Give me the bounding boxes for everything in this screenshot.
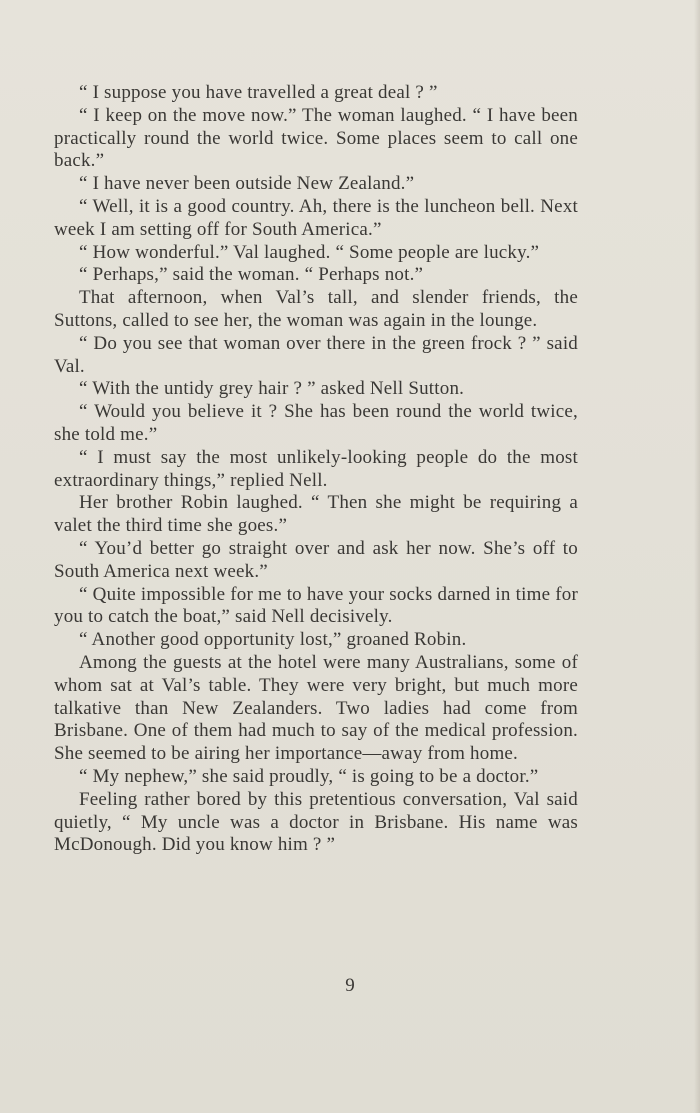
paragraph: “ Well, it is a good country. Ah, there is the luncheon bell. Next week I am setting off for South America.” [54, 195, 578, 240]
paragraph: “ I suppose you have travelled a great deal ? ” [79, 82, 438, 103]
paragraph: “ I keep on the move now.” The woman laughed. “ I have been practically round the world twice. Some places seem to call one back.” [54, 104, 578, 172]
paragraph: “ How wonderful.” Val laughed. “ Some people are lucky.” [79, 241, 540, 263]
paragraph: Feeling rather bored by this pretentious conversation, Val said quietly, “ My uncle was a doctor in Brisbane. His name was McDonough. Did you know him ? ” [54, 788, 578, 856]
paragraph: “ You’d better go straight over and ask her now. She’s off to South America next week.” [54, 537, 578, 582]
paragraph: Among the guests at the hotel were many Australians, some of whom sat at Val’s table. They were very bright, but much more talkative than New Zealanders. Two ladies had come from Brisbane. One of them had much to say of the medical profession. She seemed to be airing her importance—away from home. [54, 651, 578, 765]
paragraph: Her brother Robin laughed. “ Then she might be requiring a valet the third time she goes.” [54, 492, 578, 537]
paragraph: “ Another good opportunity lost,” groaned Robin. [79, 629, 467, 651]
paragraph: “ With the untidy grey hair ? ” asked Nell Sutton. [79, 378, 465, 400]
body-text [54, 82, 578, 857]
paragraph: “ Would you believe it ? She has been round the world twice, she told me.” [54, 401, 578, 445]
paragraph: “ My nephew,” she said proudly, “ is going to be a doctor.” [79, 765, 539, 787]
page-number: 9 [345, 975, 355, 996]
paragraph: “ Perhaps,” said the woman. “ Perhaps not.” [79, 264, 424, 286]
paragraph: That afternoon, when Val’s tall, and slender friends, the Suttons, called to see her, the woman was again in the lounge. [54, 287, 578, 331]
paragraph: “ I must say the most unlikely-looking people do the most extraordinary things,” replied Nell. [54, 446, 578, 491]
paragraph: “ I have never been outside New Zealand.” [79, 173, 415, 195]
page-edge-shadow [694, 0, 700, 1113]
paragraph: “ Do you see that woman over there in the green frock ? ” said Val. [54, 332, 578, 377]
paragraph: “ Quite impossible for me to have your socks darned in time for you to catch the boat,” said Nell decisively. [54, 583, 578, 628]
